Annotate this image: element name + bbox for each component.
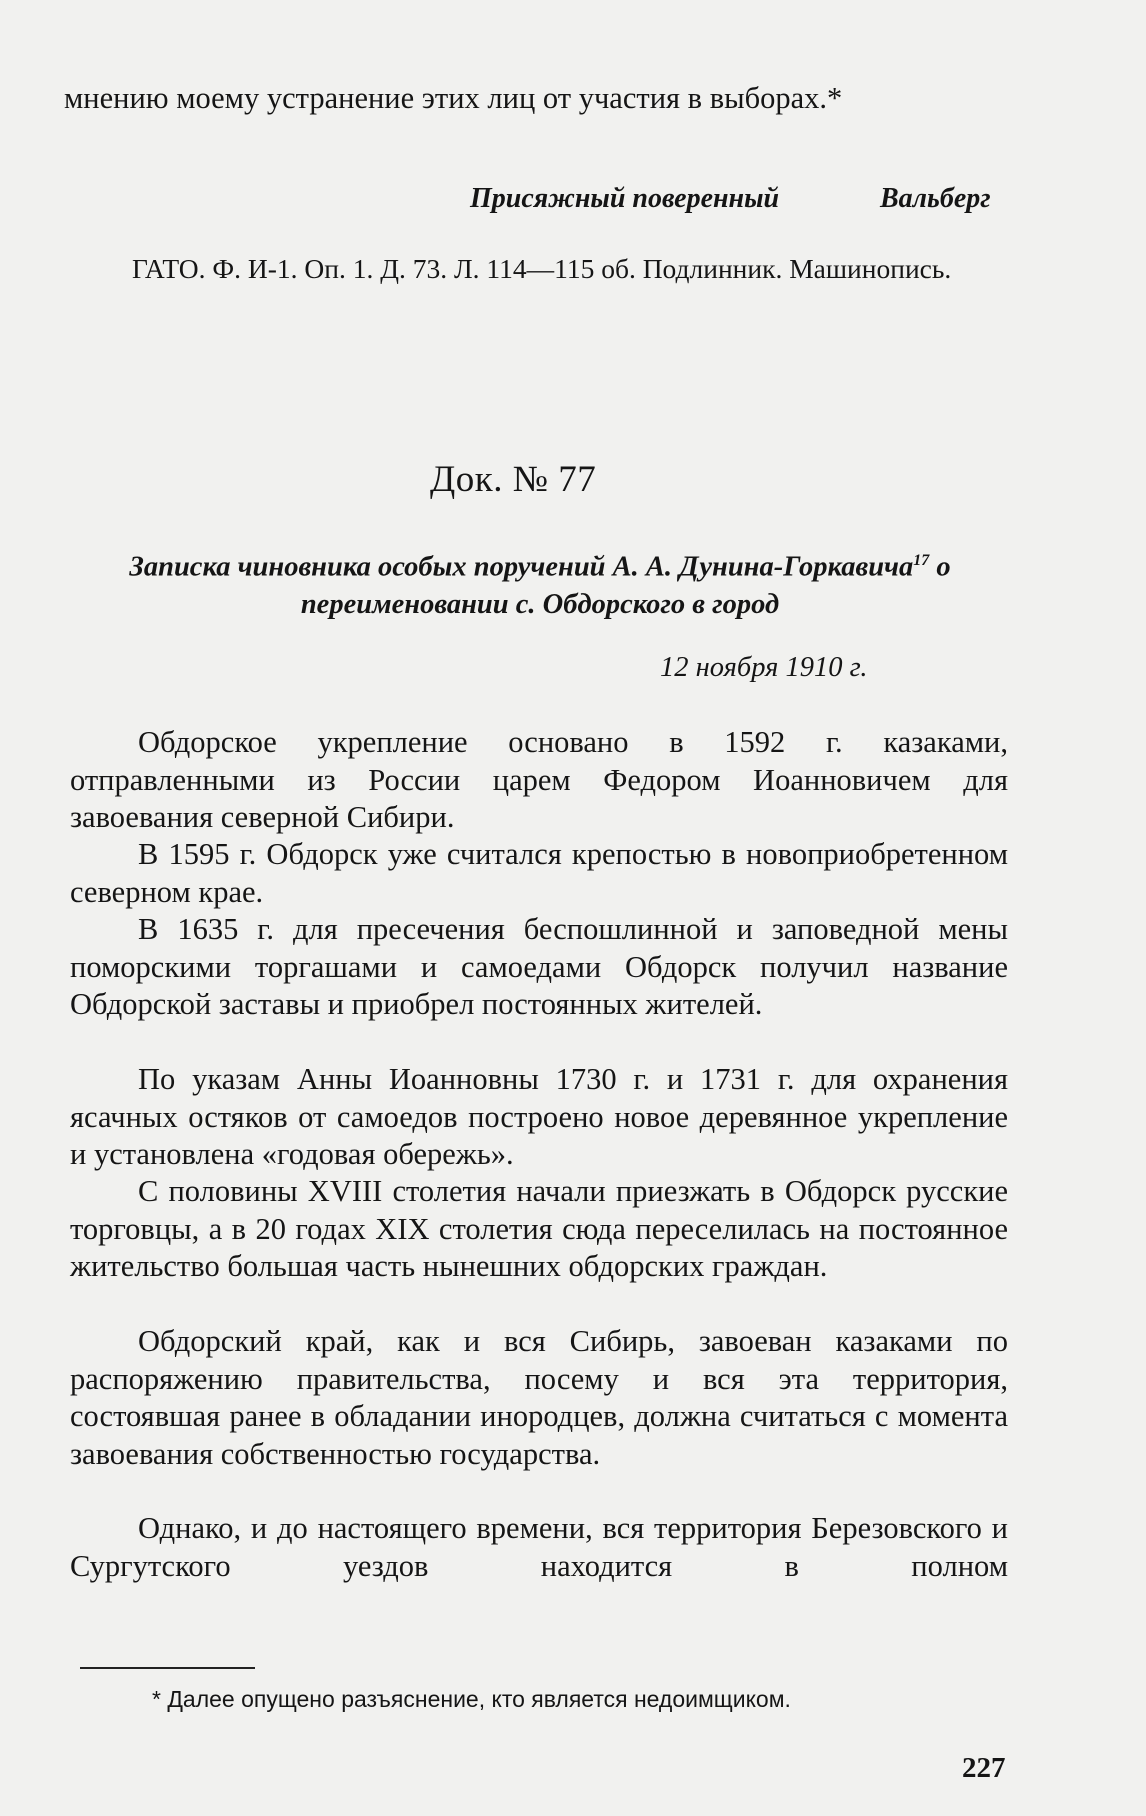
document-number: Док. № 77 xyxy=(430,459,597,500)
heading-part-2: о переименовании с. Обдорского в город xyxy=(300,551,951,620)
document-date: 12 ноября 1910 г. xyxy=(660,652,868,683)
continuation-text: мнению моему устранение этих лиц от участия в выборах.* xyxy=(64,81,843,115)
paragraph-7: Однако, и до настоящего времени, вся территория Березовского и Сургутского уездов находится в полном xyxy=(70,1511,1008,1583)
paragraph-6: Обдорский край, как и вся Сибирь, завоеван казаками по распоряжению правительства, посему и вся эта территория, состоявшая ранее в обладании инородцев, должна считаться с момента завоевания собственностью государства. xyxy=(70,1324,1008,1471)
paragraph-5: С половины XVIII столетия начали приезжать в Обдорск русские торговцы, а в 20 годах XIX столетия сюда переселилась на постоянное жительство большая часть нынешних обдорских граждан. xyxy=(70,1174,1008,1283)
signature-title: Присяжный поверенный xyxy=(470,183,780,214)
paragraph-3: В 1635 г. для пресечения беспошлинной и заповедной мены поморскими торгашами и самоедами Обдорск получил название Обдорской заставы и приобрел постоянных жителей. xyxy=(70,912,1008,1021)
heading-footnote-mark: 17 xyxy=(913,552,930,569)
footnote-divider xyxy=(80,1667,255,1669)
archive-reference: ГАТО. Ф. И-1. Оп. 1. Д. 73. Л. 114—115 об. Подлинник. Машинопись. xyxy=(132,253,952,284)
heading-part-1: Записка чиновника особых поручений А. А. Дунина-Горкавича xyxy=(129,551,914,583)
footnote-text: * Далее опущено разъяснение, кто является недоимщиком. xyxy=(152,1686,791,1712)
paragraph-2: В 1595 г. Обдорск уже считался крепостью в новоприобретенном северном крае. xyxy=(70,837,1008,909)
paragraph-4: По указам Анны Иоанновны 1730 г. и 1731 г. для охранения ясачных остяков от самоедов построено новое деревянное укрепление и установлена «годовая обережь». xyxy=(70,1062,1008,1171)
paragraph-1: Обдорское укрепление основано в 1592 г. казаками, отправленными из России царем Федором Иоанновичем для завоевания северной Сибири. xyxy=(70,725,1008,834)
signature-name: Вальберг xyxy=(880,183,991,214)
document-heading xyxy=(110,542,970,623)
page-number: 227 xyxy=(962,1752,1006,1784)
